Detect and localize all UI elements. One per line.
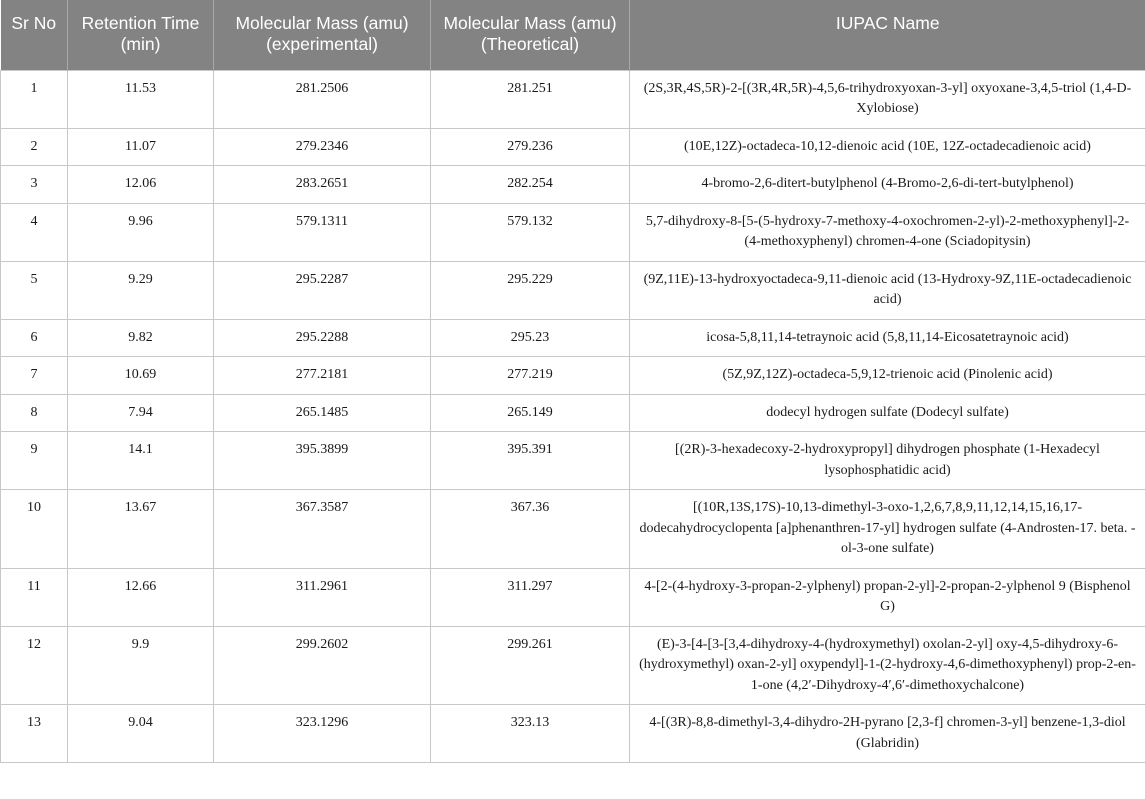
cell-mass-experimental: 295.2288 — [214, 319, 431, 357]
cell-sr-no: 6 — [1, 319, 68, 357]
cell-sr-no: 3 — [1, 166, 68, 204]
table-row — [1, 70, 1145, 128]
table-row — [1, 705, 1145, 763]
cell-mass-experimental: 311.2961 — [214, 568, 431, 626]
cell-mass-theoretical: 295.229 — [431, 261, 630, 319]
cell-sr-no: 8 — [1, 394, 68, 432]
cell-retention-time: 12.06 — [68, 166, 214, 204]
cell-mass-theoretical: 277.219 — [431, 357, 630, 395]
cell-mass-experimental: 367.3587 — [214, 490, 431, 569]
cell-retention-time: 9.9 — [68, 626, 214, 705]
cell-iupac-name: 4-[2-(4-hydroxy-3-propan-2-ylphenyl) propan-2-yl]-2-propan-2-ylphenol 9 (Bisphenol G) — [630, 568, 1145, 626]
cell-mass-theoretical: 281.251 — [431, 70, 630, 128]
cell-mass-theoretical: 282.254 — [431, 166, 630, 204]
cell-mass-theoretical: 395.391 — [431, 432, 630, 490]
cell-sr-no: 2 — [1, 128, 68, 166]
cell-iupac-name: [(10R,13S,17S)-10,13-dimethyl-3-oxo-1,2,6,7,8,9,11,12,14,15,16,17-dodecahydrocyclopenta [a]phenanthren-17-yl] hydrogen sulfate (4-Androsten-17. beta. -ol-3-one sulfate) — [630, 490, 1145, 569]
table-row — [1, 128, 1145, 166]
table-body — [1, 70, 1145, 763]
table-row — [1, 490, 1145, 569]
cell-retention-time: 9.96 — [68, 203, 214, 261]
cell-iupac-name: (2S,3R,4S,5R)-2-[(3R,4R,5R)-4,5,6-trihydroxyoxan-3-yl] oxyoxane-3,4,5-triol (1,4-D-Xylobiose) — [630, 70, 1145, 128]
cell-mass-theoretical: 367.36 — [431, 490, 630, 569]
cell-retention-time: 12.66 — [68, 568, 214, 626]
table-row — [1, 626, 1145, 705]
header-sr-no: Sr No — [1, 0, 68, 70]
cell-mass-experimental: 323.1296 — [214, 705, 431, 763]
header-row — [1, 0, 1145, 70]
cell-mass-theoretical: 265.149 — [431, 394, 630, 432]
cell-iupac-name: icosa-5,8,11,14-tetraynoic acid (5,8,11,14-Eicosatetraynoic acid) — [630, 319, 1145, 357]
cell-sr-no: 1 — [1, 70, 68, 128]
cell-retention-time: 9.82 — [68, 319, 214, 357]
cell-mass-experimental: 395.3899 — [214, 432, 431, 490]
cell-retention-time: 13.67 — [68, 490, 214, 569]
cell-sr-no: 7 — [1, 357, 68, 395]
cell-iupac-name: dodecyl hydrogen sulfate (Dodecyl sulfate) — [630, 394, 1145, 432]
cell-sr-no: 10 — [1, 490, 68, 569]
header-mass-theoretical: Molecular Mass (amu) (Theoretical) — [431, 0, 630, 70]
cell-iupac-name: 5,7-dihydroxy-8-[5-(5-hydroxy-7-methoxy-4-oxochromen-2-yl)-2-methoxyphenyl]-2-(4-methoxyphenyl) chromen-4-one (Sciadopitysin) — [630, 203, 1145, 261]
cell-mass-experimental: 299.2602 — [214, 626, 431, 705]
cell-sr-no: 11 — [1, 568, 68, 626]
cell-mass-experimental: 283.2651 — [214, 166, 431, 204]
cell-iupac-name: (E)-3-[4-[3-[3,4-dihydroxy-4-(hydroxymethyl) oxolan-2-yl] oxy-4,5-dihydroxy-6-(hydroxymethyl) oxan-2-yl] oxypendyl]-1-(2-hydroxy-4,6-dimethoxyphenyl) prop-2-en-1-one (4,2′-Dihydroxy-4′,6′-dimethoxychalcone) — [630, 626, 1145, 705]
cell-mass-theoretical: 311.297 — [431, 568, 630, 626]
table-row — [1, 357, 1145, 395]
table-row — [1, 432, 1145, 490]
cell-mass-theoretical: 295.23 — [431, 319, 630, 357]
cell-mass-experimental: 265.1485 — [214, 394, 431, 432]
cell-mass-theoretical: 299.261 — [431, 626, 630, 705]
cell-retention-time: 7.94 — [68, 394, 214, 432]
cell-iupac-name: 4-[(3R)-8,8-dimethyl-3,4-dihydro-2H-pyrano [2,3-f] chromen-3-yl] benzene-1,3-diol (Glabridin) — [630, 705, 1145, 763]
header-iupac-name: IUPAC Name — [630, 0, 1145, 70]
cell-iupac-name: (10E,12Z)-octadeca-10,12-dienoic acid (10E, 12Z-octadecadienoic acid) — [630, 128, 1145, 166]
cell-sr-no: 4 — [1, 203, 68, 261]
cell-mass-experimental: 579.1311 — [214, 203, 431, 261]
table-row — [1, 394, 1145, 432]
cell-mass-experimental: 295.2287 — [214, 261, 431, 319]
cell-sr-no: 5 — [1, 261, 68, 319]
cell-sr-no: 9 — [1, 432, 68, 490]
cell-sr-no: 12 — [1, 626, 68, 705]
table-row — [1, 203, 1145, 261]
cell-mass-experimental: 281.2506 — [214, 70, 431, 128]
cell-mass-experimental: 277.2181 — [214, 357, 431, 395]
cell-retention-time: 14.1 — [68, 432, 214, 490]
cell-iupac-name: (9Z,11E)-13-hydroxyoctadeca-9,11-dienoic acid (13-Hydroxy-9Z,11E-octadecadienoic acid) — [630, 261, 1145, 319]
table-row — [1, 166, 1145, 204]
cell-mass-theoretical: 579.132 — [431, 203, 630, 261]
cell-mass-theoretical: 323.13 — [431, 705, 630, 763]
cell-retention-time: 11.53 — [68, 70, 214, 128]
cell-mass-theoretical: 279.236 — [431, 128, 630, 166]
table-header — [1, 0, 1145, 70]
cell-retention-time: 9.29 — [68, 261, 214, 319]
table-row — [1, 319, 1145, 357]
cell-iupac-name: 4-bromo-2,6-ditert-butylphenol (4-Bromo-2,6-di-tert-butylphenol) — [630, 166, 1145, 204]
cell-retention-time: 10.69 — [68, 357, 214, 395]
cell-sr-no: 13 — [1, 705, 68, 763]
cell-mass-experimental: 279.2346 — [214, 128, 431, 166]
cell-retention-time: 11.07 — [68, 128, 214, 166]
header-mass-experimental: Molecular Mass (amu) (experimental) — [214, 0, 431, 70]
cell-iupac-name: (5Z,9Z,12Z)-octadeca-5,9,12-trienoic acid (Pinolenic acid) — [630, 357, 1145, 395]
cell-retention-time: 9.04 — [68, 705, 214, 763]
cell-iupac-name: [(2R)-3-hexadecoxy-2-hydroxypropyl] dihydrogen phosphate (1-Hexadecyl lysophosphatidic acid) — [630, 432, 1145, 490]
table-row — [1, 261, 1145, 319]
table-row — [1, 568, 1145, 626]
header-retention-time: Retention Time (min) — [68, 0, 214, 70]
